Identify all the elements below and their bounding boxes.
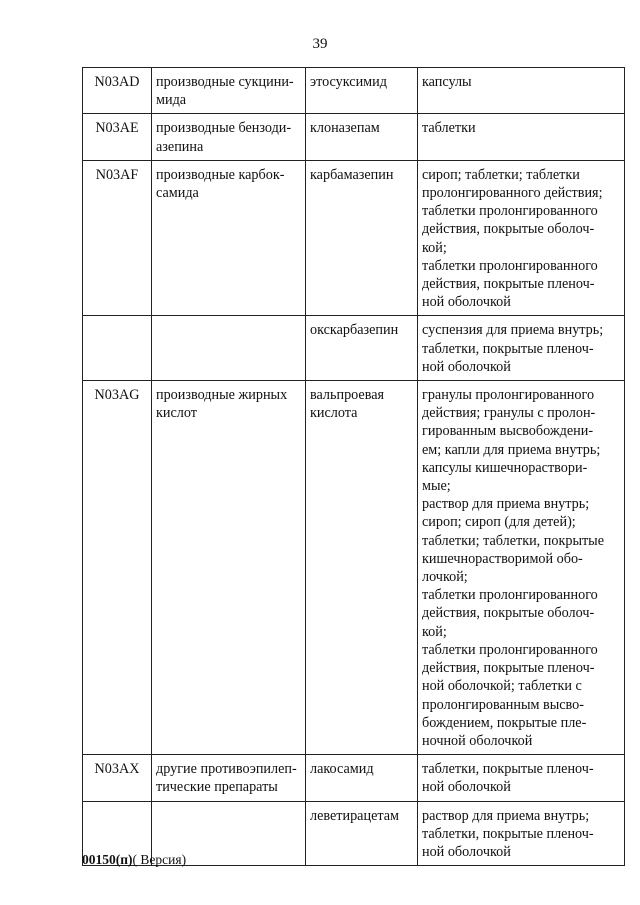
atc-code-cell: N03AD <box>83 68 152 114</box>
drug-name-cell: лакосамид <box>306 755 418 801</box>
group-name-cell: производные карбок- самида <box>152 160 306 316</box>
group-name-cell <box>152 316 306 381</box>
group-name-cell: производные бензоди- азепина <box>152 114 306 160</box>
dosage-form-cell: раствор для приема внутрь; таблетки, покрытые пленоч- ной оболочкой <box>418 801 625 866</box>
drug-name-cell: вальпроевая кислота <box>306 381 418 755</box>
dosage-form-cell: таблетки, покрытые пленоч- ной оболочкой <box>418 755 625 801</box>
atc-code-cell: N03AX <box>83 755 152 801</box>
atc-code-cell: N03AG <box>83 381 152 755</box>
dosage-form-cell: капсулы <box>418 68 625 114</box>
table-row <box>83 160 625 316</box>
table-row <box>83 68 625 114</box>
page-number: 39 <box>312 36 328 52</box>
group-name-cell: другие противоэпилеп- тические препараты <box>152 755 306 801</box>
footer-document-code: 00150(п) <box>82 852 133 867</box>
drug-name-cell: этосуксимид <box>306 68 418 114</box>
dosage-form-cell: суспензия для приема внутрь; таблетки, покрытые пленоч- ной оболочкой <box>418 316 625 381</box>
drug-table <box>82 67 625 866</box>
table-row <box>83 755 625 801</box>
atc-code-cell <box>83 316 152 381</box>
footer <box>82 852 186 868</box>
group-name-cell: производные сукцини- мида <box>152 68 306 114</box>
group-name-cell: производные жирных кислот <box>152 381 306 755</box>
drug-name-cell: клоназепам <box>306 114 418 160</box>
table-row <box>83 381 625 755</box>
footer-version: ( Версия) <box>132 852 187 867</box>
drug-name-cell: леветирацетам <box>306 801 418 866</box>
table-row <box>83 114 625 160</box>
dosage-form-cell: таблетки <box>418 114 625 160</box>
atc-code-cell: N03AF <box>83 160 152 316</box>
dosage-form-cell: гранулы пролонгированного действия; гранулы с пролон- гированным высвобождени- ем; капли для приема внутрь; капсулы кишечнораствори- мые; раствор для приема внутрь; сироп; сироп (для детей); таблетки; таблетки, покрытые кишечнорастворимой обо- лочкой; таблетки пролонгированного действия, покрытые оболоч- кой; таблетки пролонгированного действия, покрытые пленоч- ной оболочкой; таблетки с пролонгированным высво- бождением, покрытые пле- ночной оболочкой <box>418 381 625 755</box>
drug-name-cell: карбамазепин <box>306 160 418 316</box>
drug-name-cell: окскарбазепин <box>306 316 418 381</box>
table-row <box>83 316 625 381</box>
drug-table-body <box>83 68 625 866</box>
atc-code-cell: N03AE <box>83 114 152 160</box>
dosage-form-cell: сироп; таблетки; таблетки пролонгированного действия; таблетки пролонгированного действия, покрытые оболоч- кой; таблетки пролонгированного действия, покрытые пленоч- ной оболочкой <box>418 160 625 316</box>
